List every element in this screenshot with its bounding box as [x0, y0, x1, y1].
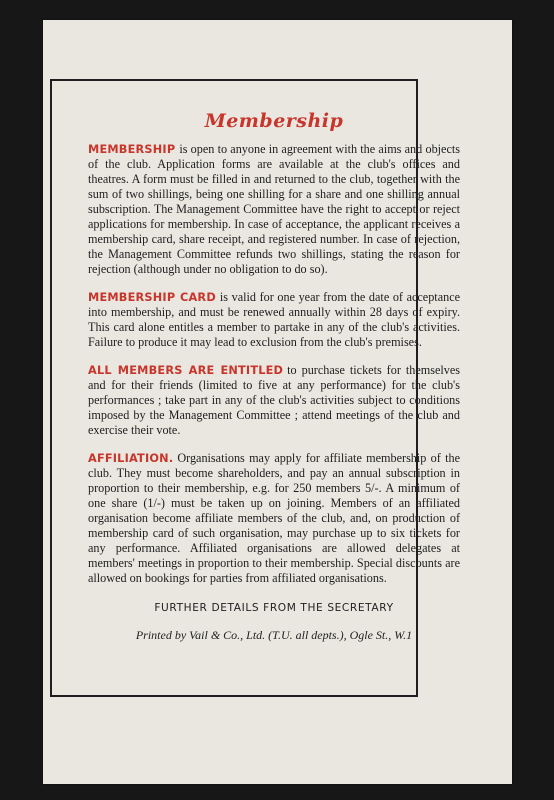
section-heading: AFFILIATION. — [88, 452, 174, 465]
section-membership-card — [88, 290, 460, 350]
printer-imprint: Printed by Vail & Co., Ltd. (T.U. all depts.), Ogle St., W.1 — [135, 628, 413, 642]
secretary-note: FURTHER DETAILS FROM THE SECRETARY — [154, 602, 394, 614]
section-entitlements — [88, 363, 460, 438]
section-text: Organisations may apply for affiliate membership of the club. They must become shareholders, and pay an annual subscription in proportion to their membership, e.g. for 250 members 5/-. A minimum of one share (1/-) must be taken up on joining. Members of an affiliated organisation become affiliate members of the club, and, on production of membership card of such organisation, may purchase up to six tickets for any performance. Affiliated organisations are allowed delegates at members' meetings in proportion to their membership. Special discounts are allowed on bookings for parties from affiliated organisations. — [88, 451, 460, 585]
membership-panel — [88, 110, 460, 643]
section-membership — [88, 142, 460, 277]
section-text: is valid for one year from the date of acceptance into membership, and must be renewed annually within 28 days of expiry. This card alone entitles a member to partake in any of the club's activities. Failure to produce it may lead to exclusion from the club's premises. — [88, 290, 461, 349]
section-text: is open to anyone in agreement with the aims and objects of the club. Application forms are available at the club's offices and theatres. A form must be filled in and returned to the club, together with the sum of two shillings, being one shilling for a share and one shilling annual subscription. The Management Committee have the right to accept or reject applications for membership. In case of acceptance, the applicant receives a membership card, share receipt, and registered number. In case of rejection, the Management Committee refunds two shillings, stating the reason for rejection (although under no obligation to do so). — [88, 142, 460, 276]
section-heading: MEMBERSHIP — [88, 143, 176, 156]
section-text: to purchase tickets for themselves and for their friends (limited to five at any performance) for the club's performances ; take part in any of the club's activities subject to conditions imposed by the Management Committee ; attend meetings of the club and exercise their vote. — [88, 363, 461, 437]
section-heading: MEMBERSHIP CARD — [88, 291, 216, 304]
section-affiliation — [88, 451, 460, 586]
section-heading: ALL MEMBERS ARE ENTITLED — [88, 364, 284, 377]
page-title: Membership — [204, 110, 344, 132]
